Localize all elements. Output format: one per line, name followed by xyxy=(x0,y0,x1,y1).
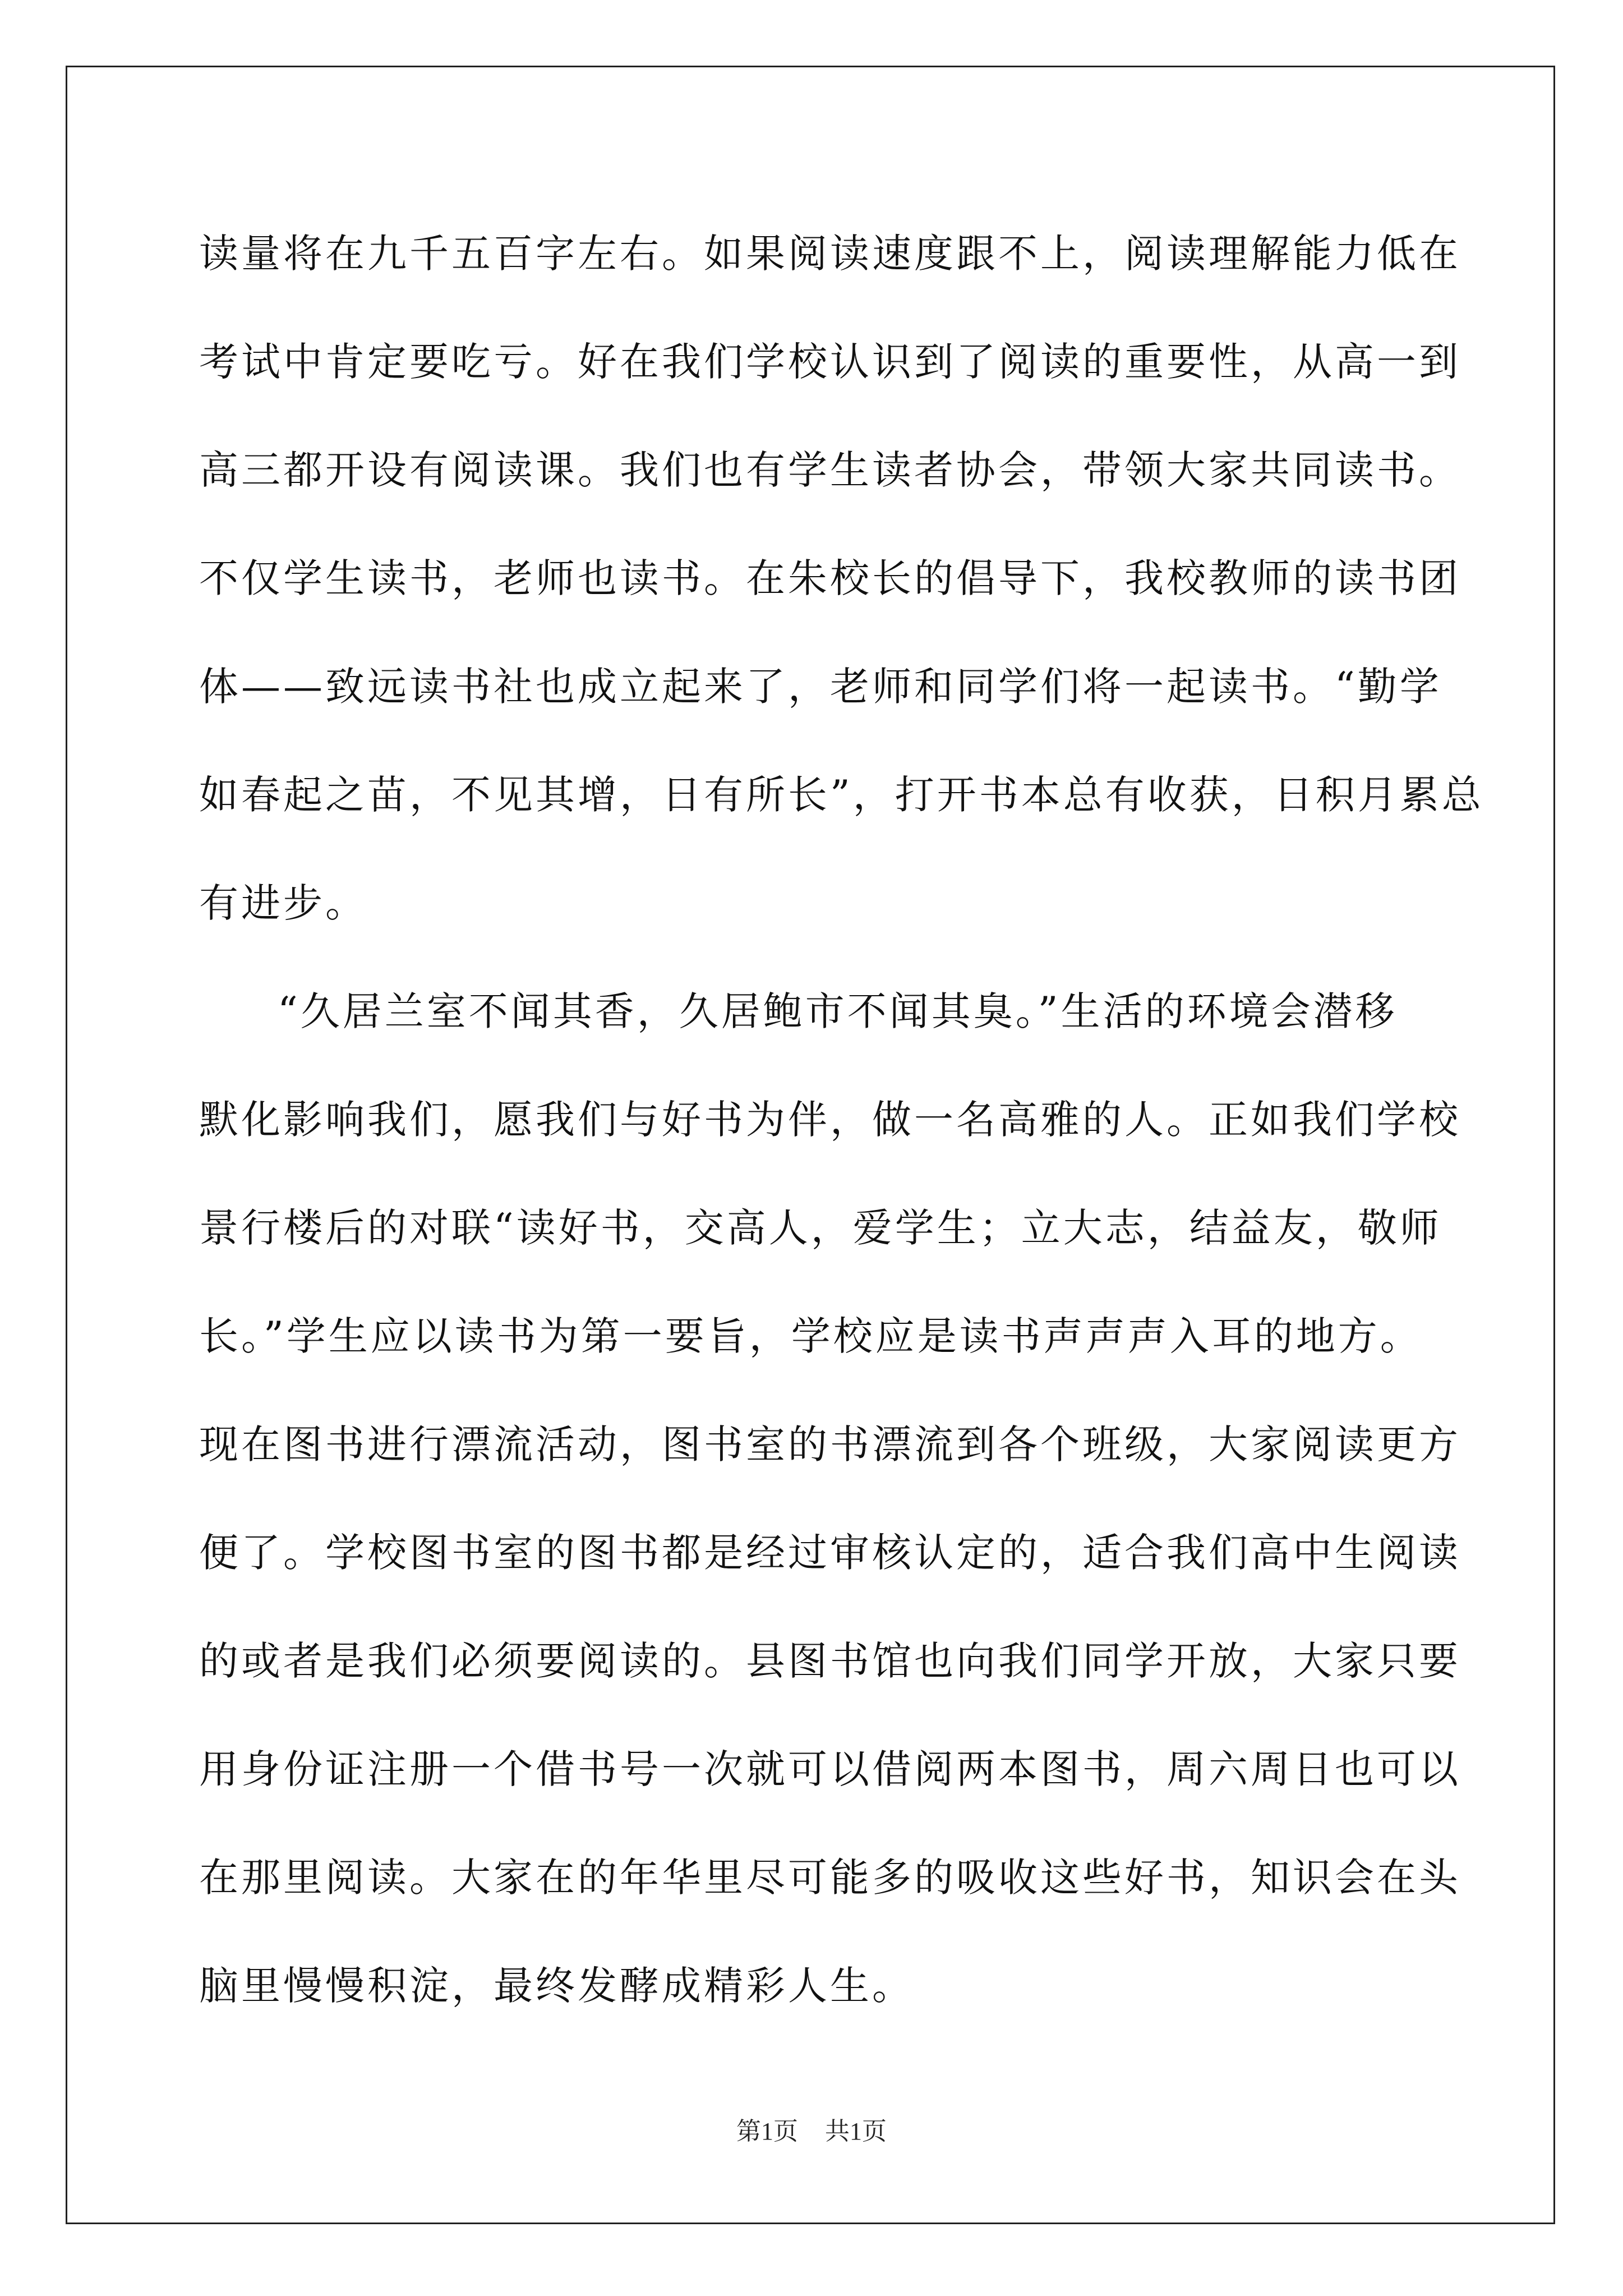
text-line: 用身份证注册一个借书号一次就可以借阅两本图书，周六周日也可以 xyxy=(199,1746,1461,1792)
text-line: 如春起之苗，不见其增，日有所长”，打开书本总有收获，日积月累总 xyxy=(199,772,1484,818)
page-footer xyxy=(0,2115,1623,2148)
page-total: 共1页 xyxy=(825,2118,887,2145)
text-line: 长。”学生应以读书为第一要旨，学校应是读书声声声入耳的地方。 xyxy=(199,1313,1422,1359)
text-line: 脑里慢慢积淀，最终发酵成精彩人生。 xyxy=(199,1963,914,2009)
text-line: 在那里阅读。大家在的年华里尽可能多的吸收这些好书，知识会在头 xyxy=(199,1855,1461,1901)
text-line: 不仅学生读书，老师也读书。在朱校长的倡导下，我校教师的读书团 xyxy=(199,555,1461,601)
text-line: 考试中肯定要吃亏。好在我们学校认识到了阅读的重要性，从高一到 xyxy=(199,339,1461,385)
text-line: 体——致远读书社也成立起来了，老师和同学们将一起读书。“勤学 xyxy=(199,664,1442,710)
document-body xyxy=(199,220,1484,2060)
text-line: 便了。学校图书室的图书都是经过审核认定的，适合我们高中生阅读 xyxy=(199,1530,1461,1576)
page-number: 第1页 xyxy=(736,2118,798,2145)
text-line: 现在图书进行漂流活动，图书室的书漂流到各个班级，大家阅读更方 xyxy=(199,1421,1461,1467)
text-line: 高三都开设有阅读课。我们也有学生读者协会，带领大家共同读书。 xyxy=(199,447,1461,493)
text-line-paragraph-start: “久居兰室不闻其香，久居鲍市不闻其臭。”生活的环境会潜移 xyxy=(278,988,1398,1034)
text-line: 的或者是我们必须要阅读的。县图书馆也向我们同学开放，大家只要 xyxy=(199,1638,1461,1684)
text-line: 有进步。 xyxy=(199,880,367,926)
text-line: 景行楼后的对联“读好书，交高人，爱学生；立大志，结益友，敬师 xyxy=(199,1205,1442,1251)
text-line: 读量将在九千五百字左右。如果阅读速度跟不上，阅读理解能力低在 xyxy=(199,231,1461,277)
text-line: 默化影响我们，愿我们与好书为伴，做一名高雅的人。正如我们学校 xyxy=(199,1097,1461,1143)
